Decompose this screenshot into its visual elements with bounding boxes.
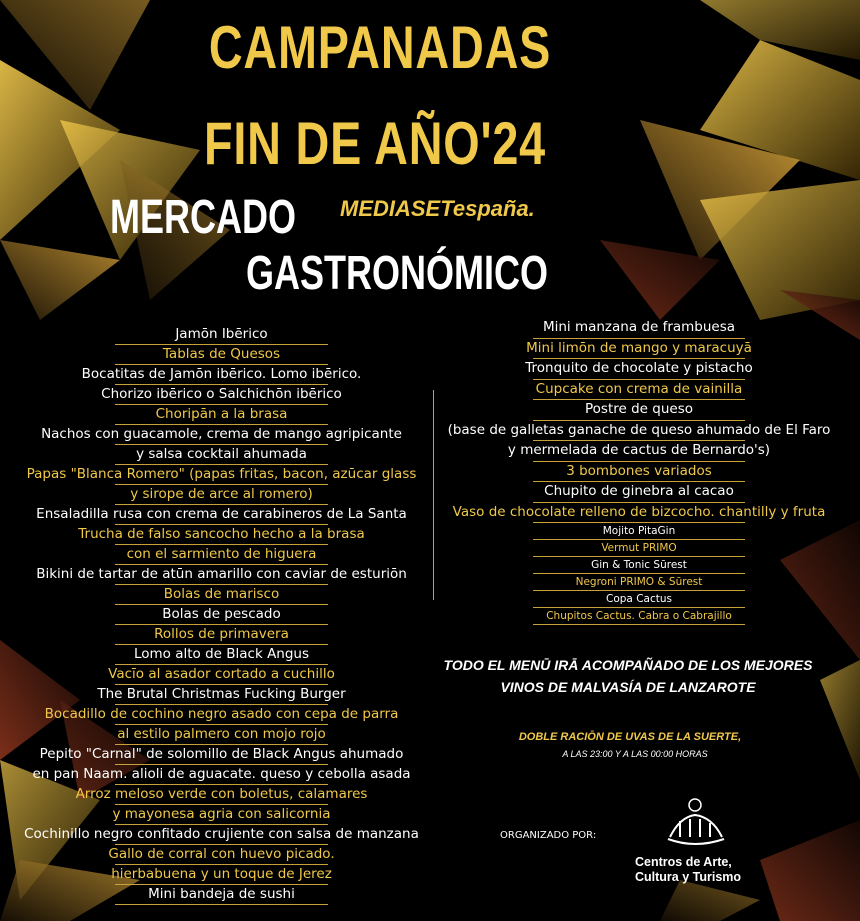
menu-left-item: Papas "Blanca Romero" (papas fritas, bacon, azūcar glass [115,465,328,485]
organizer-label: ORGANIZADO POR: [500,830,597,841]
menu-left-item: Ensaladilla rusa con crema de carabineros de La Santa [115,505,328,525]
drink-item: Copa Cactus [533,591,745,608]
drink-item: Vermut PRIMO [533,540,745,557]
menu-left-item: Bolas de marisco [115,585,328,605]
centros-arte-logo-icon [660,797,730,849]
menu-right-item: y mermelada de cactus de Bernardo's) [533,441,745,462]
menu-left-item: y salsa cocktail ahumada [115,445,328,465]
menu-left-item: The Brutal Christmas Fucking Burger [115,685,328,705]
organizer-line2: Cultura y Turismo [635,870,742,884]
menu-right-column [433,318,845,625]
menu-right-item: Tronquito de chocolate y pistacho [533,359,745,380]
menu-right-item: Mini limōn de mango y maracuyā [533,339,745,360]
menu-left-item: Bikini de tartar de atūn amarillo con caviar de esturiōn [115,565,328,585]
menu-left-item: Bocadillo de cochino negro asado con cepa de parra [115,705,328,725]
subtitle-line1: MERCADO [110,191,296,244]
menu-left-item: Pepito "Carnal" de solomillo de Black Angus ahumado [115,745,328,765]
menu-left-column [0,325,473,905]
menu-left-item: Mini bandeja de sushi [115,885,328,905]
grapes-line2: A LAS 23:00 Y A LAS 00:00 HORAS [562,749,708,759]
menu-left-item: con el sarmiento de higuera [115,545,328,565]
brand-logo: MEDIASETespaña. [340,196,535,221]
menu-left-item: Jamōn Ibērico [115,325,328,345]
menu-right-item: Mini manzana de frambuesa [533,318,745,339]
menu-right-item: 3 bombones variados [533,462,745,483]
title-line1: CAMPANADAS [208,14,552,81]
menu-left-item: en pan Naam. alioli de aguacate. queso y cebolla asada [115,765,328,785]
menu-right-item: Cupcake con crema de vainilla [533,380,745,401]
drink-item: Gin & Tonic Sūrest [533,557,745,574]
organizer-line1: Centros de Arte, [635,855,732,869]
wine-line1: TODO EL MENŪ IRĀ ACOMPAÑADO DE LOS MEJORES [443,657,813,673]
menu-left-item: Vacīo al asador cortado a cuchillo [115,665,328,685]
menu-left-item: Choripān a la brasa [115,405,328,425]
menu-left-item: Rollos de primavera [115,625,328,645]
drink-item: Negroni PRIMO & Sūrest [533,574,745,591]
menu-left-item: y sirope de arce al romero) [115,485,328,505]
drink-item: Chupitos Cactus. Cabra o Cabrajillo [533,608,745,625]
menu-left-item: Trucha de falso sancocho hecho a la brasa [115,525,328,545]
menu-left-item: Tablas de Quesos [115,345,328,365]
menu-right-item: (base de galletas ganache de queso ahumado de El Faro [533,421,745,442]
title-line2: FIN DE AÑO'24 [203,110,546,177]
grapes-line1: DOBLE RACIŌN DE UVAS DE LA SUERTE, [518,731,742,743]
menu-left-item: Arroz meloso verde con boletus, calamares [115,785,328,805]
menu-left-item: Bocatitas de Jamōn ibērico. Lomo ibērico. [115,365,328,385]
menu-left-item: Bolas de pescado [115,605,328,625]
menu-left-item: Lomo alto de Black Angus [115,645,328,665]
menu-left-item: Cochinillo negro confitado crujiente con salsa de manzana [115,825,328,845]
menu-right-item: Chupito de ginebra al cacao [533,482,745,503]
menu-left-item: hierbabuena y un toque de Jerez [115,865,328,885]
organizer-name [635,855,741,885]
subtitle-line2: GASTRONÓMICO [246,247,548,300]
menu-left-item: Gallo de corral con huevo picado. [115,845,328,865]
wine-banner [438,654,818,698]
wine-line2: VINOS DE MALVASÍA DE LANZAROTE [500,679,756,695]
menu-left-item: al estilo palmero con mojo rojo [115,725,328,745]
menu-left-item: Nachos con guacamole, crema de mango agripicante [115,425,328,445]
menu-right-item: Vaso de chocolate relleno de bizcocho. chantilly y fruta [533,503,745,524]
menu-left-item: Chorizo ibērico o Salchichōn ibērico [115,385,328,405]
menu-right-item: Postre de queso [533,400,745,421]
drink-item: Mojito PitaGin [533,523,745,540]
menu-left-item: y mayonesa agria con salicornia [115,805,328,825]
